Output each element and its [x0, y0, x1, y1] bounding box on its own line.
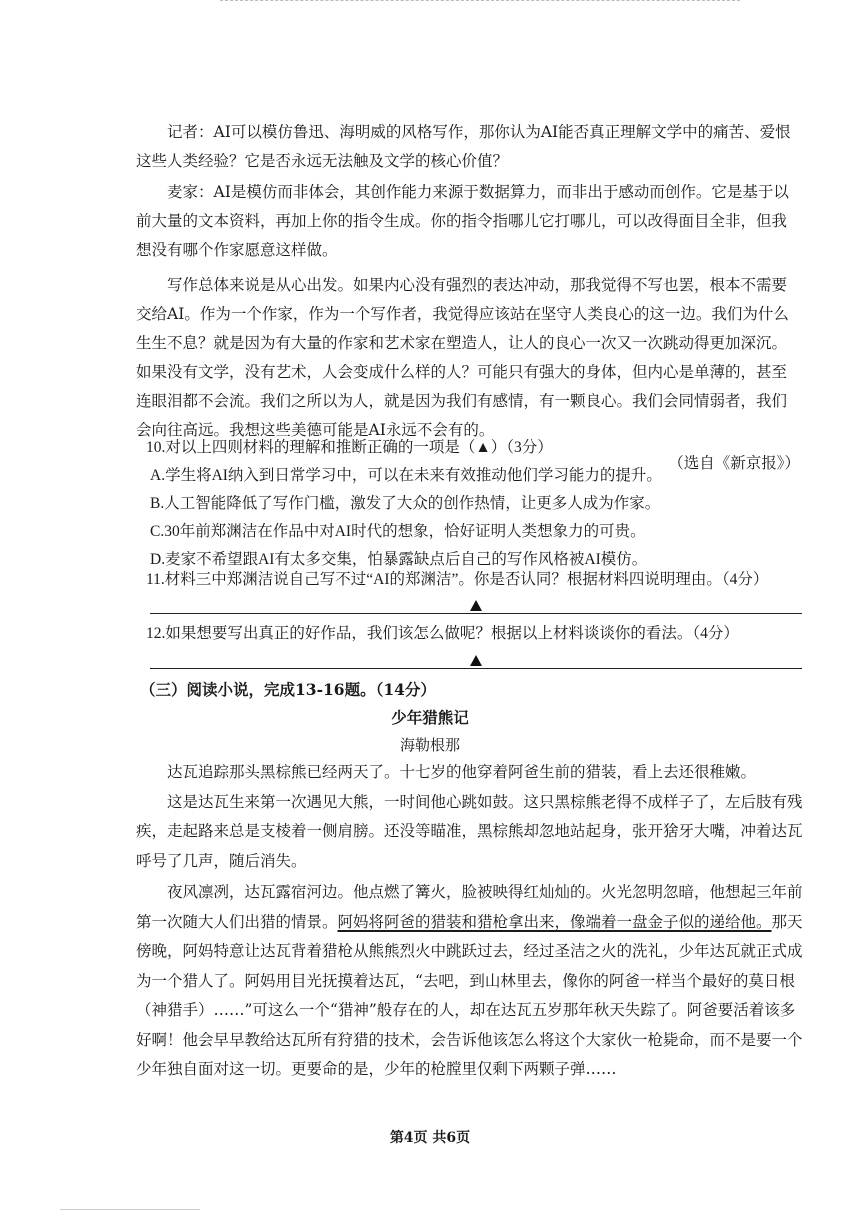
question-10-stem: 10.对以上四则材料的理解和推断正确的一项是（▲）（3分）: [146, 439, 553, 456]
answer-line-12: [150, 668, 802, 669]
question-10-option-a: A.学生将AI纳入到日常学习中，可以在未来有效推动他们学习能力的提升。: [150, 467, 662, 484]
section-heading: （三）阅读小说，完成13-16题。（14分）: [140, 680, 436, 699]
story-paragraph-1: 达瓦追踪那头黑棕熊已经两天了。十七岁的他穿着阿爸生前的猎装，看上去还很稚嫩。: [167, 763, 757, 781]
story-author: 海勒根那: [399, 736, 460, 754]
interview-text: [136, 118, 800, 478]
story-text: [136, 758, 810, 1085]
scan-edge-mark: [220, 0, 740, 3]
story-paragraph-2: 这是达瓦生来第一次遇见大熊，一时间他心跳如鼓。这只黑棕熊老得不成样子了，左后肢有残疾，走起路来总是支棱着一侧肩膀。还没等瞄准，黑棕熊却忽地站起身，张开猞牙大嘴，冲着达瓦呼号了几声，随后消失。: [136, 792, 803, 870]
question-12-stem: 12.如果想要写出真正的好作品，我们该怎么做呢？根据以上材料谈谈你的看法。（4分）: [146, 625, 739, 642]
question-10-option-c: C.30年前郑渊洁在作品中对AI时代的想象，恰好证明人类想象力的可贵。: [150, 523, 646, 540]
underlined-sentence: 阿妈将阿爸的猎装和猎枪拿出来，像端着一盘金子似的递给他。: [337, 912, 772, 931]
answer-marker-icon: [470, 655, 482, 666]
reporter-question: 记者：AI可以模仿鲁迅、海明威的风格写作，那你认为AI能否真正理解文学中的痛苦、爱恨这些人类经验？它是否永远无法触及文学的核心价值？: [136, 123, 791, 170]
question-11: [146, 566, 806, 594]
page-footer: 第4页 共6页: [389, 1130, 471, 1146]
question-12: [146, 620, 806, 648]
story-title: 少年猎熊记: [391, 708, 469, 727]
question-11-stem: 11.材料三中郑渊洁说自己写不过“AI的郑渊洁”。你是否认同？根据材料四说明理由。（4分）: [146, 571, 769, 588]
question-10: [146, 434, 806, 574]
maijia-answer-1: 麦家：AI是模仿而非体会，其创作能力来源于数据算力，而非出于感动而创作。它是基于以前大量的文本资料，再加上你的指令生成。你的指令指哪儿它打哪儿，可以改得面目全非，但我想没有哪个作家愿意这样做。: [136, 183, 789, 259]
answer-line-11: [150, 613, 802, 614]
scan-edge-mark: [60, 1209, 200, 1210]
maijia-answer-2: 写作总体来说是从心出发。如果内心没有强烈的表达冲动，那我觉得不写也罢，根本不需要交给AI。作为一个作家，作为一个写作者，我觉得应该站在坚守人类良心的这一边。我们为什么生生不息？就是因为有大量的作家和艺术家在塑造人，让人的良心一次又一次跳动得更加深沉。如果没有文学，没有艺术，人会变成什么样的人？可能只有强大的身体，但内心是单薄的，甚至连眼泪都不会流。我们之所以为人，就是因为我们有感情，有一颗良心。我们会同情弱者，我们会向往高远。我想这些美德可能是AI永远不会有的。: [136, 276, 789, 439]
source-citation: （选自《新京报》）: [668, 454, 800, 472]
story-paragraph-3-rest: 那天傍晚，阿妈特意让达瓦背着猎枪从熊熊烈火中跳跃过去，经过圣洁之火的洗礼，少年达瓦就正式成为一个猎人了。阿妈用目光抚摸着达瓦，“去吧，到山林里去，像你的阿爸一样当个最好的莫日根（神猎手）……”可这么一个“猎神”般存在的人，却在达瓦五岁那年秋天失踪了。阿爸要活着该多好啊！他会早早教给达瓦所有狩猎的技术，会告诉他该怎么将这个大家伙一枪毙命，而不是要一个少年独自面对这一切。更要命的是，少年的枪膛里仅剩下两颗子弹……: [136, 912, 803, 1078]
story-paragraph-3-start: 夜风凛冽，达瓦露宿河边。他点燃了篝火，脸被映得红灿灿的。火光忽明忽暗，他想起三年前第一次随大人们出猎的情景。: [136, 883, 803, 931]
question-10-option-d: D.麦家不希望跟AI有太多交集，怕暴露缺点后自己的写作风格被AI模仿。: [150, 551, 648, 568]
story-paragraph-3: [136, 878, 810, 1085]
question-10-option-b: B.人工智能降低了写作门槛，激发了大众的创作热情，让更多人成为作家。: [150, 495, 661, 512]
answer-marker-icon: [470, 600, 482, 611]
